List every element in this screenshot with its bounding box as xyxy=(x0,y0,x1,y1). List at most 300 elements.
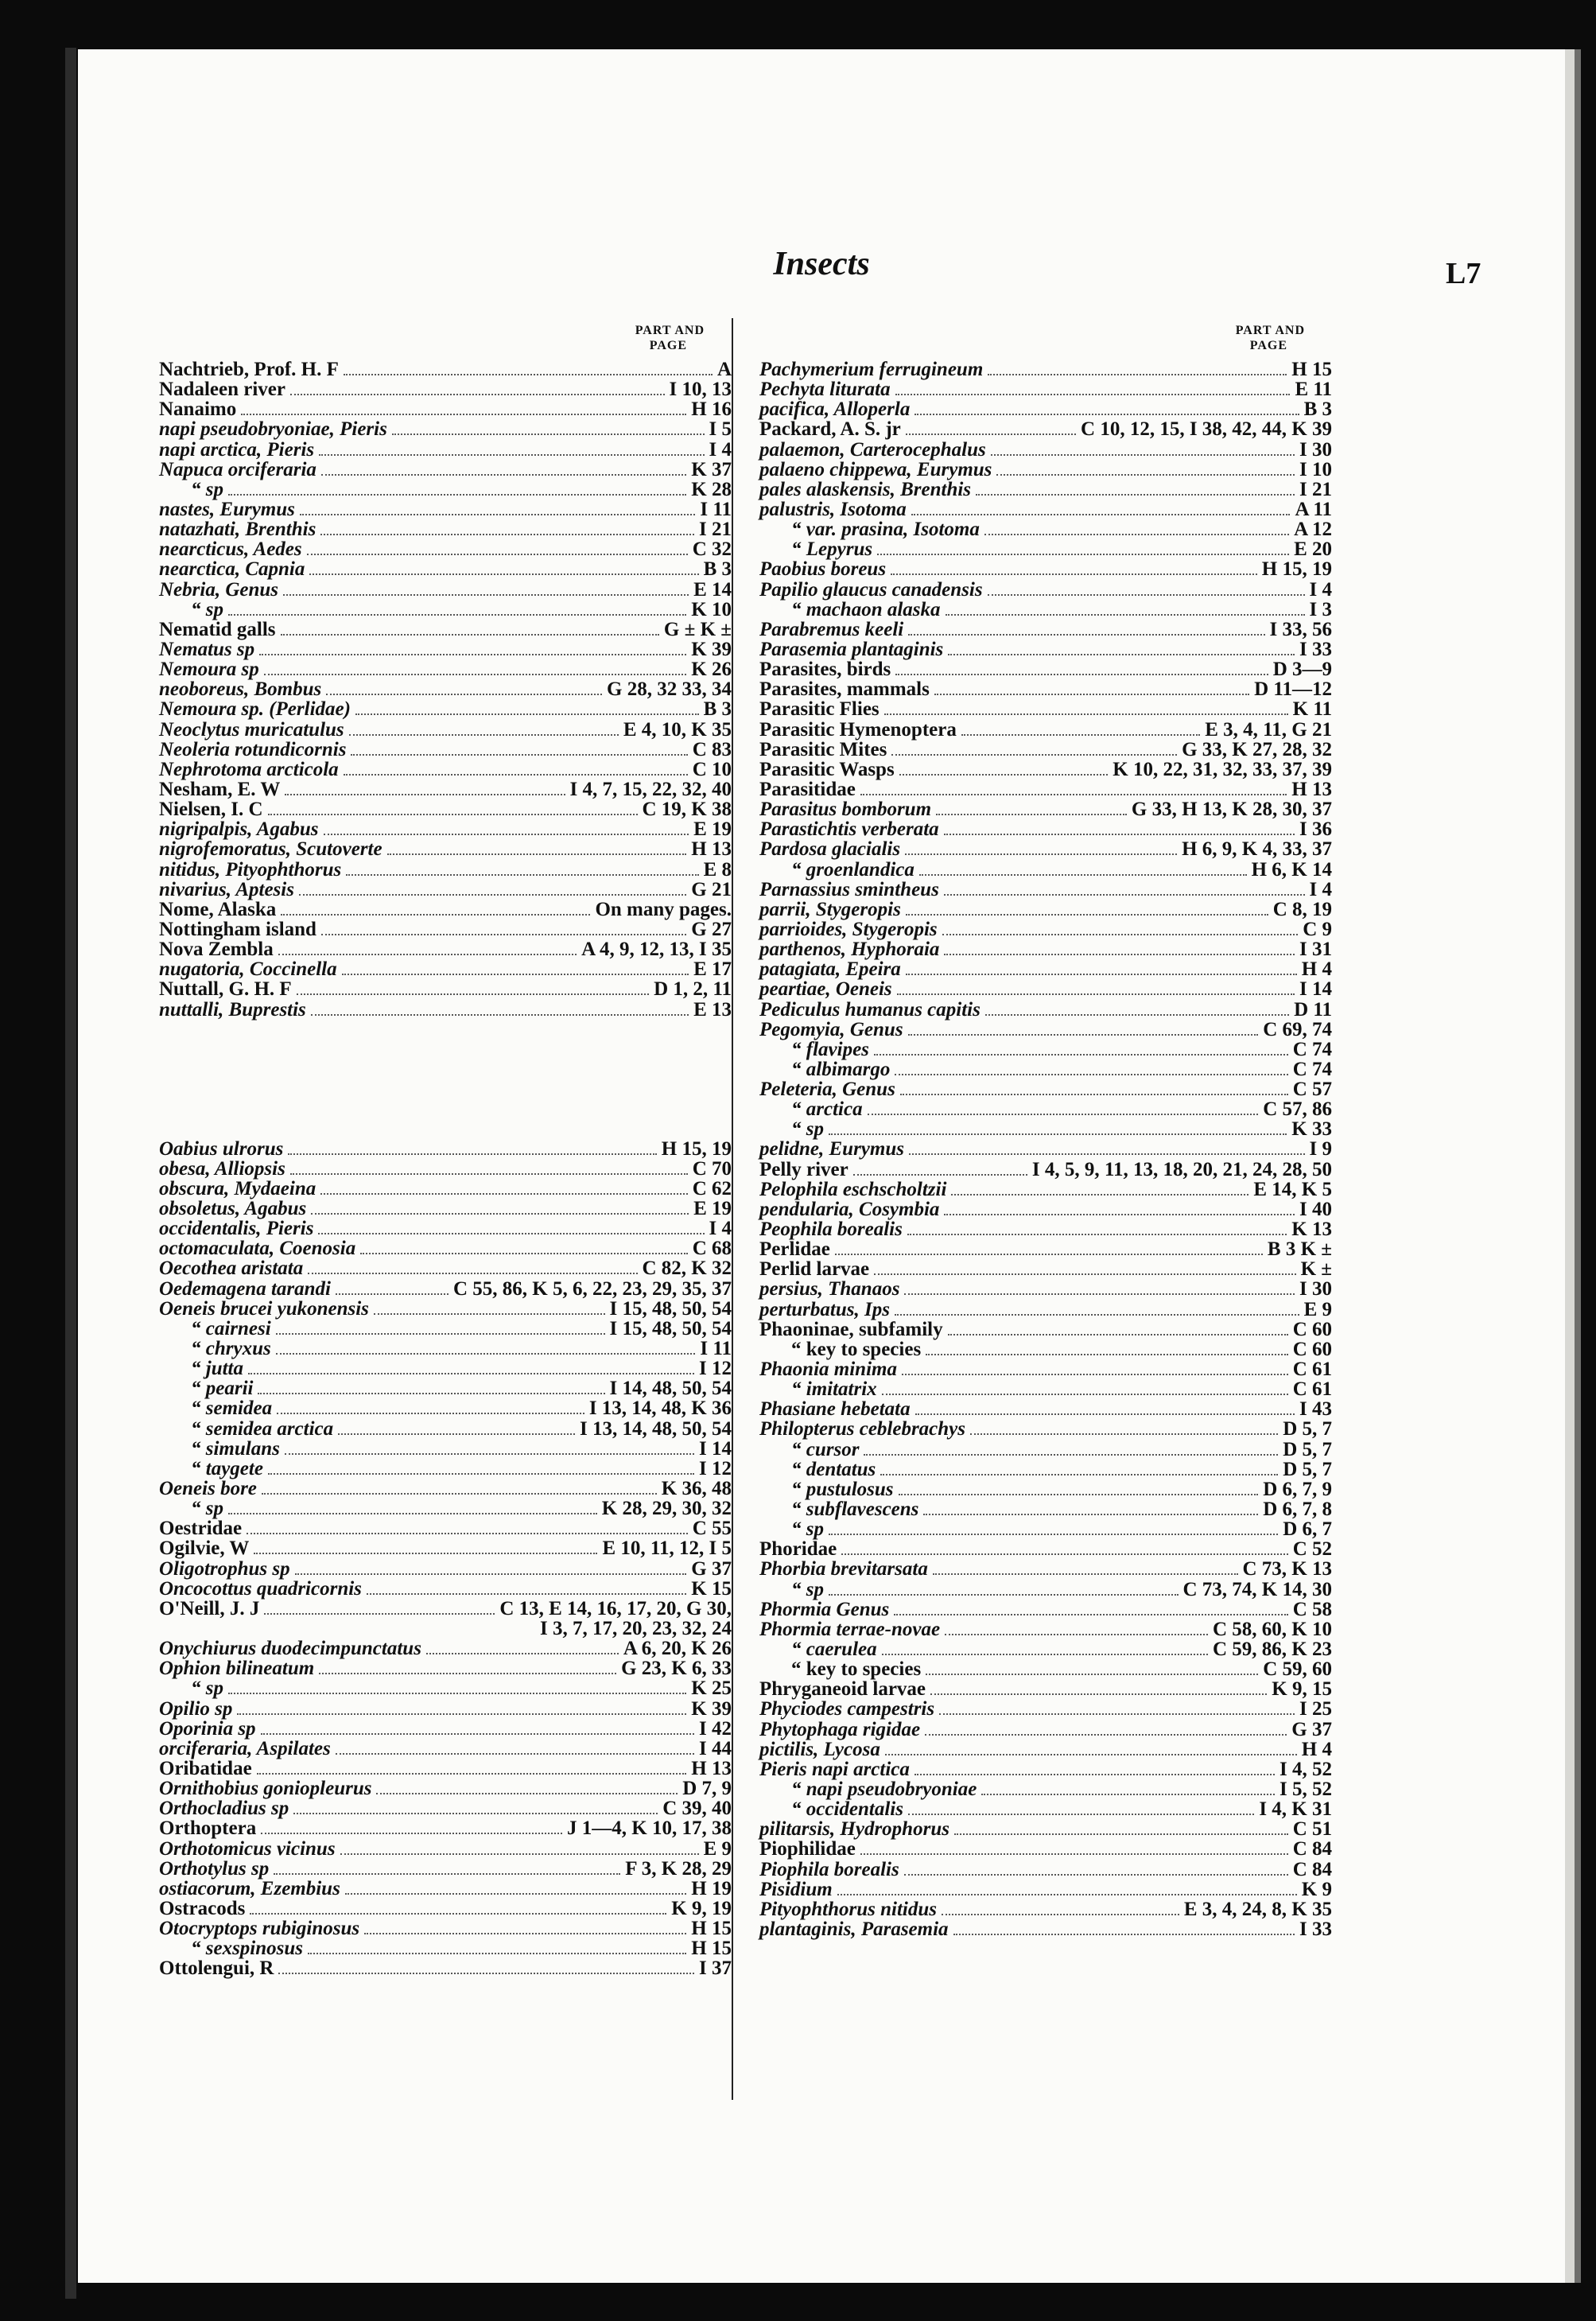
entry-reference: I 33 xyxy=(1299,1918,1332,1940)
entry-reference: E 14 xyxy=(693,578,732,601)
index-entry xyxy=(159,1678,732,1698)
dot-leader xyxy=(268,814,638,815)
entry-reference: I 14, 48, 50, 54 xyxy=(609,1378,732,1400)
entry-term: Packard, A. S. jr xyxy=(759,418,901,441)
index-entry xyxy=(759,360,1332,379)
index-entry xyxy=(159,1699,732,1719)
index-entry xyxy=(159,659,732,679)
entry-term: obscura, Mydaeina xyxy=(159,1177,316,1199)
entry-reference: C 10, 12, 15, I 38, 42, 44, K 39 xyxy=(1081,418,1332,441)
entry-reference: H 13 xyxy=(691,838,732,861)
index-entry xyxy=(159,1579,732,1599)
dot-leader xyxy=(248,1373,694,1374)
entry-reference: E 10, 11, 12, I 5 xyxy=(602,1538,732,1560)
entry-term: Nome, Alaska xyxy=(159,898,277,920)
dot-leader xyxy=(919,874,1247,876)
entry-reference: C 19, K 38 xyxy=(642,799,732,821)
entry-term: palustris, Isotoma xyxy=(759,498,907,520)
dot-leader xyxy=(899,774,1109,776)
entry-term: octomaculata, Coenosia xyxy=(159,1238,356,1260)
entry-reference: I 13, 14, 48, K 36 xyxy=(588,1398,732,1420)
dot-leader xyxy=(915,1413,1295,1415)
entry-term: Parasemia plantaginis xyxy=(759,638,944,660)
index-entry xyxy=(159,1759,732,1779)
dot-leader xyxy=(835,1254,1263,1255)
dot-leader xyxy=(326,694,602,695)
entry-reference: I 25 xyxy=(1299,1698,1332,1720)
entry-reference: E 4, 10, K 35 xyxy=(623,718,732,741)
entry-term: Parastichtis verberata xyxy=(759,818,939,841)
dot-leader xyxy=(342,974,689,975)
entry-reference: E 14, K 5 xyxy=(1253,1178,1332,1200)
dot-leader xyxy=(228,1513,597,1514)
dot-leader xyxy=(295,1573,687,1575)
dot-leader xyxy=(264,1613,495,1615)
entry-reference: G ± K ± xyxy=(663,618,732,640)
dot-leader xyxy=(254,1553,597,1554)
entry-reference: C 9 xyxy=(1303,918,1332,940)
entry-reference: D 5, 7 xyxy=(1283,1438,1332,1460)
entry-reference: I 36 xyxy=(1299,818,1332,841)
index-entry xyxy=(159,1359,732,1378)
entry-reference: G 23, K 6, 33 xyxy=(621,1658,732,1680)
dot-leader xyxy=(360,1253,687,1254)
dot-leader xyxy=(908,1034,1259,1036)
index-entry xyxy=(159,880,732,900)
index-entry xyxy=(159,620,732,640)
entry-reference: E 9 xyxy=(703,1837,732,1860)
dot-leader xyxy=(868,1114,1259,1115)
dot-leader xyxy=(308,1953,686,1954)
index-entry xyxy=(159,1199,732,1219)
index-entry xyxy=(159,1919,732,1938)
index-entry xyxy=(759,1839,1332,1859)
entry-reference: C 55, 86, K 5, 6, 22, 23, 29, 35, 37 xyxy=(453,1277,732,1300)
entry-reference: C 58 xyxy=(1292,1598,1332,1620)
index-entry xyxy=(759,740,1332,760)
dot-leader xyxy=(908,1814,1254,1815)
index-entry xyxy=(159,1459,732,1479)
entry-reference: C 74 xyxy=(1292,1058,1332,1080)
entry-term: Phorbia brevitarsata xyxy=(759,1558,928,1580)
entry-term: natazhati, Brenthis xyxy=(159,519,316,541)
entry-term: “ semidea arctica xyxy=(191,1417,334,1440)
dot-leader xyxy=(884,713,1288,715)
entry-reference: C 73, K 13 xyxy=(1242,1558,1332,1580)
entry-term: Oedemagena tarandi xyxy=(159,1277,331,1300)
entry-term: Pelophila eschscholtzii xyxy=(759,1178,947,1200)
entry-reference: I 3 xyxy=(1309,598,1332,620)
dot-leader xyxy=(877,554,1289,555)
dot-leader xyxy=(988,374,1287,375)
entry-reference: K 28, 29, 30, 32 xyxy=(601,1498,732,1520)
entry-term: palaemon, Carterocephalus xyxy=(759,438,986,461)
index-entry xyxy=(759,580,1332,600)
entry-reference: G 27 xyxy=(691,918,732,940)
entry-term: Ornithobius gonioplеurus xyxy=(159,1778,372,1800)
entry-term: Orthoptera xyxy=(159,1818,257,1840)
entry-reference: H 4 xyxy=(1301,958,1332,981)
entry-term: Philopterus ceblebrachys xyxy=(759,1418,966,1440)
entry-reference: I 33 xyxy=(1299,638,1332,660)
index-entry xyxy=(759,959,1332,979)
dot-leader xyxy=(376,1793,678,1794)
dot-leader xyxy=(944,894,1305,896)
entry-reference: I 30 xyxy=(1299,438,1332,461)
entry-reference: I 21 xyxy=(1299,478,1332,500)
entry-reference: I 4 xyxy=(709,438,732,461)
entry-term: nigrofemoratus, Scutoverte xyxy=(159,838,382,861)
entry-term: “ sp xyxy=(191,1498,223,1520)
index-entry xyxy=(159,679,732,699)
dot-leader xyxy=(290,394,665,395)
entry-term: “ Lepyrus xyxy=(791,538,873,561)
index-entry xyxy=(159,1899,732,1919)
entry-reference: I 40 xyxy=(1299,1198,1332,1220)
entry-term: “ dentatus xyxy=(791,1458,876,1480)
index-entry xyxy=(159,1219,732,1238)
dot-leader xyxy=(426,1653,619,1654)
entry-term: Parasites, birds xyxy=(759,659,891,681)
entry-reference: D 6, 7 xyxy=(1283,1518,1332,1541)
entry-term: “ pustulosus xyxy=(791,1478,894,1500)
entry-term: napi pseudobryoniae, Pieris xyxy=(159,418,387,441)
entry-term: Oeneis brucei yukonensis xyxy=(159,1297,369,1320)
entry-term: “ chryxus xyxy=(191,1338,271,1360)
entry-reference: I 10 xyxy=(1299,458,1332,480)
entry-term: Nova Zembla xyxy=(159,939,274,961)
entry-term: Piophila borealis xyxy=(759,1858,899,1880)
index-entry xyxy=(759,1440,1332,1460)
dot-leader xyxy=(320,534,694,535)
entry-term: Nemoura sp. (Perlidae) xyxy=(159,698,351,721)
index-entry xyxy=(159,1818,732,1838)
entry-term: Pediculus humanus capitis xyxy=(759,998,981,1021)
entry-term: “ caerulea xyxy=(791,1639,877,1660)
dot-leader xyxy=(336,1293,449,1295)
entry-reference: K 39 xyxy=(691,1697,732,1720)
entry-reference: K 13 xyxy=(1291,1219,1332,1241)
index-entry xyxy=(759,819,1332,839)
entry-reference: D 11—12 xyxy=(1254,678,1332,701)
entry-term: “ arctica xyxy=(791,1098,863,1121)
index-entry xyxy=(759,679,1332,699)
entry-reference: H 15 xyxy=(691,1918,732,1940)
entry-reference: On many pages. xyxy=(595,898,732,920)
index-entry xyxy=(759,779,1332,799)
dot-leader xyxy=(261,1833,562,1834)
entry-reference: K 11 xyxy=(1292,698,1332,721)
dot-leader xyxy=(285,1453,694,1455)
entry-term: pilitarsis, Hydrophorus xyxy=(759,1818,949,1841)
dot-leader xyxy=(953,1934,1295,1935)
entry-reference: I 4 xyxy=(1309,578,1332,601)
index-entry xyxy=(759,1079,1332,1099)
dot-leader xyxy=(925,1734,1287,1736)
index-entry xyxy=(159,819,732,839)
entry-term: Oeneis bore xyxy=(159,1478,257,1500)
index-entry xyxy=(759,480,1332,500)
entry-term: patagiata, Epeira xyxy=(759,958,901,981)
dot-leader xyxy=(345,1893,686,1895)
entry-term: Orthocladius sp xyxy=(159,1798,289,1820)
dot-leader xyxy=(346,874,698,876)
dot-leader xyxy=(934,694,1249,695)
dot-leader xyxy=(895,1314,1299,1316)
entry-reference: I 9 xyxy=(1309,1138,1332,1160)
entry-reference: A xyxy=(716,359,732,380)
entry-term: “ imitatrix xyxy=(791,1378,877,1401)
index-entry xyxy=(159,1739,732,1759)
dot-leader xyxy=(891,573,1257,575)
entry-reference: I 42 xyxy=(699,1717,732,1740)
entry-term: Pegomyia, Genus xyxy=(759,1018,903,1040)
index-entry xyxy=(159,539,732,559)
entry-term: “ sp xyxy=(191,478,223,500)
entry-term: obsoletus, Agabus xyxy=(159,1198,307,1220)
entry-term: “ pearii xyxy=(191,1378,254,1400)
dot-leader xyxy=(902,1374,1288,1375)
index-entry xyxy=(759,1539,1332,1559)
dot-leader xyxy=(338,1433,575,1435)
dot-leader xyxy=(324,834,689,835)
entry-term: Napuca orciferaria xyxy=(159,458,316,480)
entry-reference: K 39 xyxy=(691,638,732,660)
dot-leader xyxy=(288,1153,656,1155)
entry-term: “ simulans xyxy=(191,1437,280,1460)
entry-term: Ogilvie, W xyxy=(159,1538,250,1560)
index-entry xyxy=(759,1219,1332,1239)
entry-reference: E 9 xyxy=(1303,1298,1332,1320)
index-entry xyxy=(759,1720,1332,1740)
entry-reference: H 13 xyxy=(1291,778,1332,800)
index-entry xyxy=(159,699,732,719)
entry-reference: H 6, K 14 xyxy=(1251,858,1332,881)
index-column-left xyxy=(159,323,732,1979)
index-entry xyxy=(159,1479,732,1499)
index-entry xyxy=(159,1339,732,1359)
index-entry xyxy=(759,1160,1332,1180)
entry-term: “ cairnesi xyxy=(191,1317,271,1339)
dot-leader xyxy=(250,1913,666,1915)
entry-term: nivarius, Aptesis xyxy=(159,878,294,900)
dot-leader xyxy=(926,1674,1258,1675)
dot-leader xyxy=(906,974,1297,975)
entry-term: “ albimargo xyxy=(791,1058,891,1080)
entry-term: Pieris napi arctica xyxy=(759,1758,910,1780)
index-entry xyxy=(759,1279,1332,1299)
index-entry xyxy=(159,1419,732,1439)
entry-reference: C 84 xyxy=(1292,1858,1332,1880)
index-entry xyxy=(759,799,1332,819)
entry-reference: B 3 xyxy=(1303,398,1332,421)
page-number: L7 xyxy=(1446,257,1481,290)
index-entry xyxy=(159,500,732,519)
index-entry xyxy=(759,839,1332,859)
entry-term: Phaoninae, subfamily xyxy=(759,1318,943,1340)
entry-reference: E 3, 4, 11, G 21 xyxy=(1205,718,1332,741)
entry-term: perturbatus, Ips xyxy=(759,1298,890,1320)
entry-reference: G 28, 32 33, 34 xyxy=(607,678,732,701)
entry-reference: K 33 xyxy=(1291,1118,1332,1141)
index-entry xyxy=(159,379,732,399)
index-entry xyxy=(759,1300,1332,1320)
entry-reference: I 14 xyxy=(1299,978,1332,1001)
index-entry xyxy=(759,1259,1332,1279)
entry-reference: C 69, 74 xyxy=(1263,1018,1332,1040)
entry-term: “ var. prasina, Isotoma xyxy=(791,519,980,541)
entry-term: Nadaleen river xyxy=(159,379,285,401)
entry-term: Nematus sp xyxy=(159,638,255,660)
entry-term: “ jutta xyxy=(191,1358,243,1380)
entry-reference: C 68 xyxy=(692,1238,732,1260)
entry-reference: E 3, 4, 24, 8, K 35 xyxy=(1183,1898,1332,1920)
dot-leader xyxy=(367,1593,686,1595)
entry-reference: H 15, 19 xyxy=(661,1137,732,1160)
index-entry xyxy=(759,1899,1332,1919)
index-entry xyxy=(159,1599,732,1619)
index-entry xyxy=(759,1659,1332,1679)
dot-leader xyxy=(262,1493,657,1495)
index-entry xyxy=(759,1320,1332,1339)
dot-leader xyxy=(853,1174,1027,1176)
dot-leader xyxy=(970,1433,1278,1435)
entry-term: Nemoura sp xyxy=(159,659,259,681)
dot-leader xyxy=(954,1833,1288,1835)
entry-term: Nebria, Genus xyxy=(159,578,279,601)
entry-reference: D 3—9 xyxy=(1272,659,1332,681)
entry-reference: A 4, 9, 12, 13, I 35 xyxy=(581,939,732,961)
index-entry xyxy=(759,640,1332,659)
entry-term: Papilio glaucus canadensis xyxy=(759,578,983,601)
dot-leader xyxy=(907,1234,1287,1235)
index-entry xyxy=(759,1779,1332,1799)
index-entry xyxy=(759,1519,1332,1539)
index-entry xyxy=(759,880,1332,900)
entry-reference: C 62 xyxy=(692,1177,732,1199)
entry-reference: G 33, H 13, K 28, 30, 37 xyxy=(1131,799,1332,821)
dot-leader xyxy=(914,1774,1275,1775)
entry-term: peartiae, Oeneis xyxy=(759,978,892,1001)
index-entry xyxy=(759,1479,1332,1499)
entry-reference: H 15, 19 xyxy=(1261,558,1332,581)
entry-term: Parnassius smintheus xyxy=(759,878,939,900)
dot-leader xyxy=(897,993,1295,995)
dot-leader xyxy=(899,1494,1259,1495)
entry-term: “ semidea xyxy=(191,1398,273,1420)
entry-reference: C 51 xyxy=(1292,1818,1332,1841)
entry-term: Parasitic Wasps xyxy=(759,758,895,780)
entry-term: Opilio sp xyxy=(159,1697,233,1720)
index-entry xyxy=(759,939,1332,959)
index-entry xyxy=(759,1339,1332,1359)
entry-term: Pelly river xyxy=(759,1158,848,1180)
index-entry xyxy=(159,640,732,659)
entry-term: Nanaimo xyxy=(159,398,237,421)
entry-term: pales alaskensis, Brenthis xyxy=(759,478,972,500)
entry-reference: I 15, 48, 50, 54 xyxy=(609,1317,732,1339)
entry-term: “ flavipes xyxy=(791,1038,869,1060)
entry-reference: I 12 xyxy=(699,1457,732,1479)
index-entry xyxy=(159,519,732,539)
entry-term: Pachymerium ferrugineum xyxy=(759,359,984,380)
dot-leader xyxy=(276,1353,696,1355)
dot-leader xyxy=(882,1654,1208,1655)
entry-term: nigripalpis, Agabus xyxy=(159,818,319,841)
dot-leader xyxy=(906,433,1076,435)
entry-reference: H 13 xyxy=(691,1758,732,1779)
entry-reference: K 15 xyxy=(691,1577,732,1600)
entry-term: Parasitic Mites xyxy=(759,738,887,760)
dot-leader xyxy=(841,1553,1287,1555)
index-entry xyxy=(759,760,1332,779)
dot-leader xyxy=(228,1693,686,1694)
entry-term: Peophila borealis xyxy=(759,1219,903,1241)
dot-leader xyxy=(948,1334,1288,1335)
dot-leader xyxy=(981,1794,1275,1795)
entry-reference: I 11 xyxy=(700,1338,732,1360)
entry-term: nearcticus, Aedes xyxy=(159,538,302,561)
index-entry xyxy=(159,1398,732,1418)
entry-term: “ groenlandica xyxy=(791,858,914,881)
entry-term: Parasites, mammals xyxy=(759,678,930,701)
dot-leader xyxy=(951,1194,1248,1195)
dot-leader xyxy=(829,1594,1179,1596)
dot-leader xyxy=(297,993,649,995)
column-heading xyxy=(759,323,1332,360)
dot-leader xyxy=(909,1153,1305,1155)
entry-term: “ taygete xyxy=(191,1457,263,1479)
index-entry xyxy=(159,360,732,379)
index-entry xyxy=(759,1020,1332,1040)
entry-reference: C 60 xyxy=(1292,1338,1332,1360)
entry-term: Ophion bilineatum xyxy=(159,1658,315,1680)
dot-leader xyxy=(336,1753,694,1755)
index-entry xyxy=(159,799,732,819)
entry-reference: K 10, 22, 31, 32, 33, 37, 39 xyxy=(1113,758,1332,780)
entry-term: Nachtrieb, Prof. H. F xyxy=(159,359,339,380)
index-entry xyxy=(759,860,1332,880)
heading-part-and: PART AND xyxy=(635,324,705,337)
index-entry xyxy=(759,919,1332,939)
index-entry xyxy=(759,419,1332,439)
dot-leader xyxy=(945,1634,1208,1635)
entry-term: orciferaria, Aspilates xyxy=(159,1737,331,1759)
entry-reference: E 17 xyxy=(693,958,732,981)
entry-reference: H 19 xyxy=(691,1877,732,1899)
index-entry xyxy=(759,1460,1332,1479)
index-entry xyxy=(159,1499,732,1518)
dot-leader xyxy=(905,853,1177,855)
heading-page: PAGE xyxy=(1249,339,1287,352)
entry-term: Onychiurus duodecimpunctatus xyxy=(159,1638,421,1660)
entry-reference: C 58, 60, K 10 xyxy=(1213,1618,1332,1640)
index-entry xyxy=(759,620,1332,640)
index-entry xyxy=(759,1099,1332,1119)
entry-term: napi arctica, Pieris xyxy=(159,438,315,461)
entry-term: Pityophthorus nitidus xyxy=(759,1898,937,1920)
entry-reference: K 9 xyxy=(1301,1878,1332,1900)
index-entry xyxy=(159,440,732,460)
dot-leader xyxy=(895,1074,1287,1075)
entry-term: Perlid larvae xyxy=(759,1258,870,1281)
entry-term: Parabremus keeli xyxy=(759,618,904,640)
entry-reference: D 7, 9 xyxy=(682,1778,732,1800)
entry-reference: C 32 xyxy=(692,538,732,561)
entry-term: plantaginis, Parasemia xyxy=(759,1918,949,1940)
entry-reference: I 14 xyxy=(699,1437,732,1460)
index-entry xyxy=(159,1639,732,1658)
